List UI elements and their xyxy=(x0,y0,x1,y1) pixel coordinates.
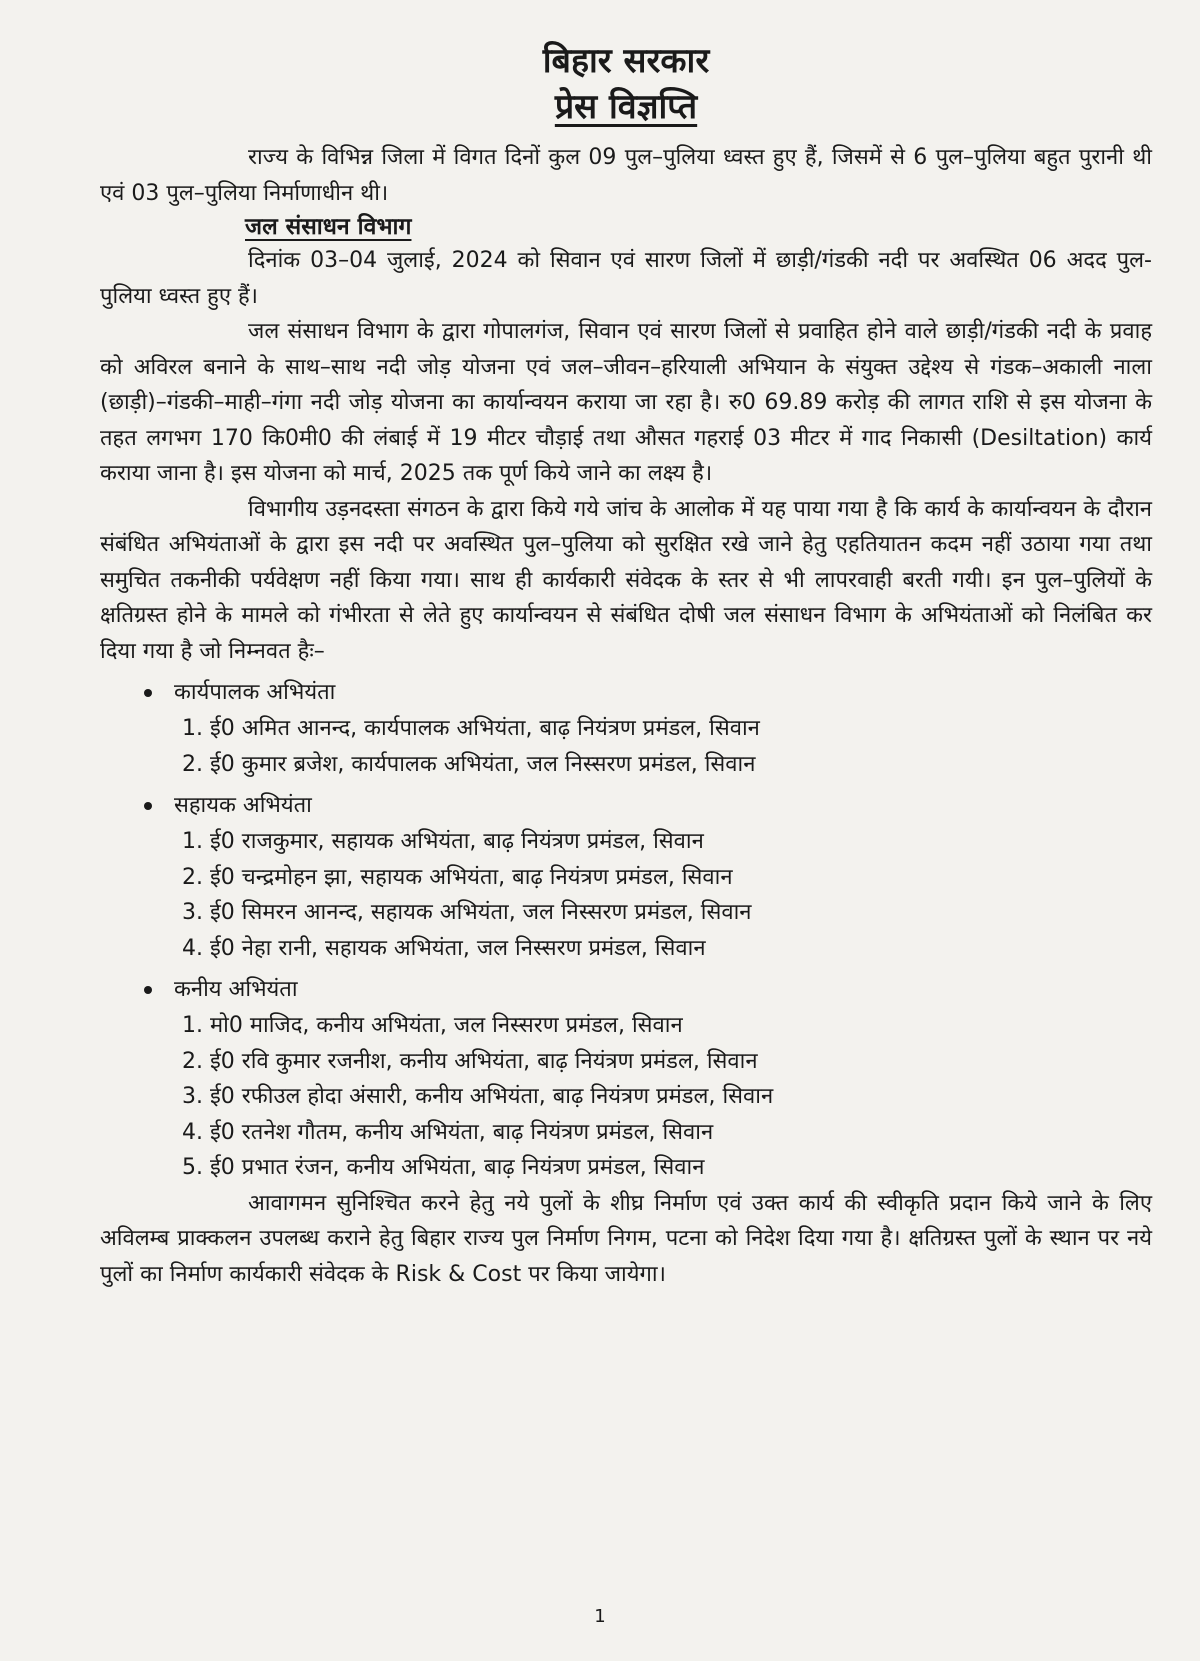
bullet-icon xyxy=(144,689,152,697)
officer-group-executive xyxy=(100,675,1152,782)
section-heading: जल संसाधन विभाग xyxy=(245,214,412,240)
document-title: बिहार सरकार xyxy=(542,41,710,81)
group-label: सहायक अभियंता xyxy=(174,793,312,818)
list-item: 2. ई0 रवि कुमार रजनीश, कनीय अभियंता, बाढ़ नियंत्रण प्रमंडल, सिवान xyxy=(182,1048,758,1074)
list-item: 5. ई0 प्रभात रंजन, कनीय अभियंता, बाढ़ नियंत्रण प्रमंडल, सिवान xyxy=(182,1155,705,1180)
group-label: कार्यपालक अभियंता xyxy=(174,680,336,705)
group-heading xyxy=(100,788,1152,824)
paragraph-collapse-date: दिनांक 03–04 जुलाई, 2024 को सिवान एवं सारण जिलों में छाड़ी/गंडकी नदी पर अवस्थित 06 अदद पुल-पुलिया ध्वस्त हुए हैं। xyxy=(100,248,1152,309)
list-item: 1. मो0 माजिद, कनीय अभियंता, जल निस्सरण प्रमंडल, सिवान xyxy=(182,1013,683,1038)
paragraph-intro: राज्य के विभिन्न जिला में विगत दिनों कुल 09 पुल–पुलिया ध्वस्त हुए हैं, जिसमें से 6 पुल–पुलिया बहुत पुरानी थी एवं 03 पुल–पुलिया निर्माणाधीन थी। xyxy=(100,145,1152,206)
bullet-icon xyxy=(144,802,152,810)
list-item: 3. ई0 रफीउल होदा अंसारी, कनीय अभियंता, बाढ़ नियंत्रण प्रमंडल, सिवान xyxy=(182,1084,774,1109)
bullet-icon xyxy=(144,986,152,994)
officer-group-assistant xyxy=(100,788,1152,966)
paragraph-inquiry: विभागीय उड़नदस्ता संगठन के द्वारा किये गये जांच के आलोक में यह पाया गया है कि कार्य के कार्यान्वयन के दौरान संबंधित अभियंताओं के द्वारा इस नदी पर अवस्थित पुल–पुलिया को सुरक्षित रखे जाने हेतु एहतियातन कदम नहीं उठाया गया तथा समुचित तकनीकी पर्यवेक्षण नहीं किया गया। साथ ही कार्यकारी संवेदक के स्तर से भी लापरवाही बरती गयी। इन पुल–पुलियों के क्षतिग्रस्त होने के मामले को गंभीरता से लेते हुए कार्यान्वयन से संबंधित दोषी जल संसाधन विभाग के अभियंताओं को निलंबित कर दिया गया है जो निम्नवत हैः– xyxy=(100,496,1152,664)
group-label: कनीय अभियंता xyxy=(174,977,298,1002)
list-item: 3. ई0 सिमरन आनन्द, सहायक अभियंता, जल निस्सरण प्रमंडल, सिवान xyxy=(182,900,752,925)
paragraph-directive: आवागमन सुनिश्चित करने हेतु नये पुलों के शीघ्र निर्माण एवं उक्त कार्य की स्वीकृति प्रदान किये जाने के लिए अविलम्ब प्राक्कलन उपलब्ध कराने हेतु बिहार राज्य पुल निर्माण निगम, पटना को निदेश दिया गया है। क्षतिग्रस्त पुलों के स्थान पर नये पुलों का निर्माण कार्यकारी संवेदक के Risk & Cost पर किया जायेगा। xyxy=(100,1190,1152,1287)
list-item: 1. ई0 राजकुमार, सहायक अभियंता, बाढ़ नियंत्रण प्रमंडल, सिवान xyxy=(182,829,704,854)
list-item: 2. ई0 कुमार ब्रजेश, कार्यपालक अभियंता, जल निस्सरण प्रमंडल, सिवान xyxy=(182,751,756,777)
list-item: 1. ई0 अमित आनन्द, कार्यपालक अभियंता, बाढ़ नियंत्रण प्रमंडल, सिवान xyxy=(182,716,760,741)
group-heading xyxy=(100,972,1152,1008)
paragraph-project-details: जल संसाधन विभाग के द्वारा गोपालगंज, सिवान एवं सारण जिलों से प्रवाहित होने वाले छाड़ी/गंडकी नदी के प्रवाह को अविरल बनाने के साथ–साथ नदी जोड़ योजना एवं जल–जीवन–हरियाली अभियान के संयुक्त उद्देश्य से गंडक–अकाली नाला (छाड़ी)–गंडकी–माही–गंगा नदी जोड़ योजना का कार्यान्वयन कराया जा रहा है। रु0 69.89 करोड़ की लागत राशि से इस योजना के तहत लगभग 170 कि0मी0 की लंबाई में 19 मीटर चौड़ाई तथा औसत गहराई 03 मीटर में गाद निकासी (Desiltation) कार्य कराया जाना है। इस योजना को मार्च, 2025 तक पूर्ण किये जाने का लक्ष्य है। xyxy=(100,319,1152,486)
list-item: 4. ई0 रतनेश गौतम, कनीय अभियंता, बाढ़ नियंत्रण प्रमंडल, सिवान xyxy=(182,1119,714,1145)
group-heading xyxy=(100,675,1152,711)
page-number: 1 xyxy=(594,1606,606,1627)
list-item: 2. ई0 चन्द्रमोहन झा, सहायक अभियंता, बाढ़ नियंत्रण प्रमंडल, सिवान xyxy=(182,864,733,890)
list-item: 4. ई0 नेहा रानी, सहायक अभियंता, जल निस्सरण प्रमंडल, सिवान xyxy=(182,935,706,961)
document-header xyxy=(100,38,1152,130)
officer-group-junior xyxy=(100,972,1152,1186)
document-subtitle: प्रेस विज्ञप्ति xyxy=(554,87,698,127)
